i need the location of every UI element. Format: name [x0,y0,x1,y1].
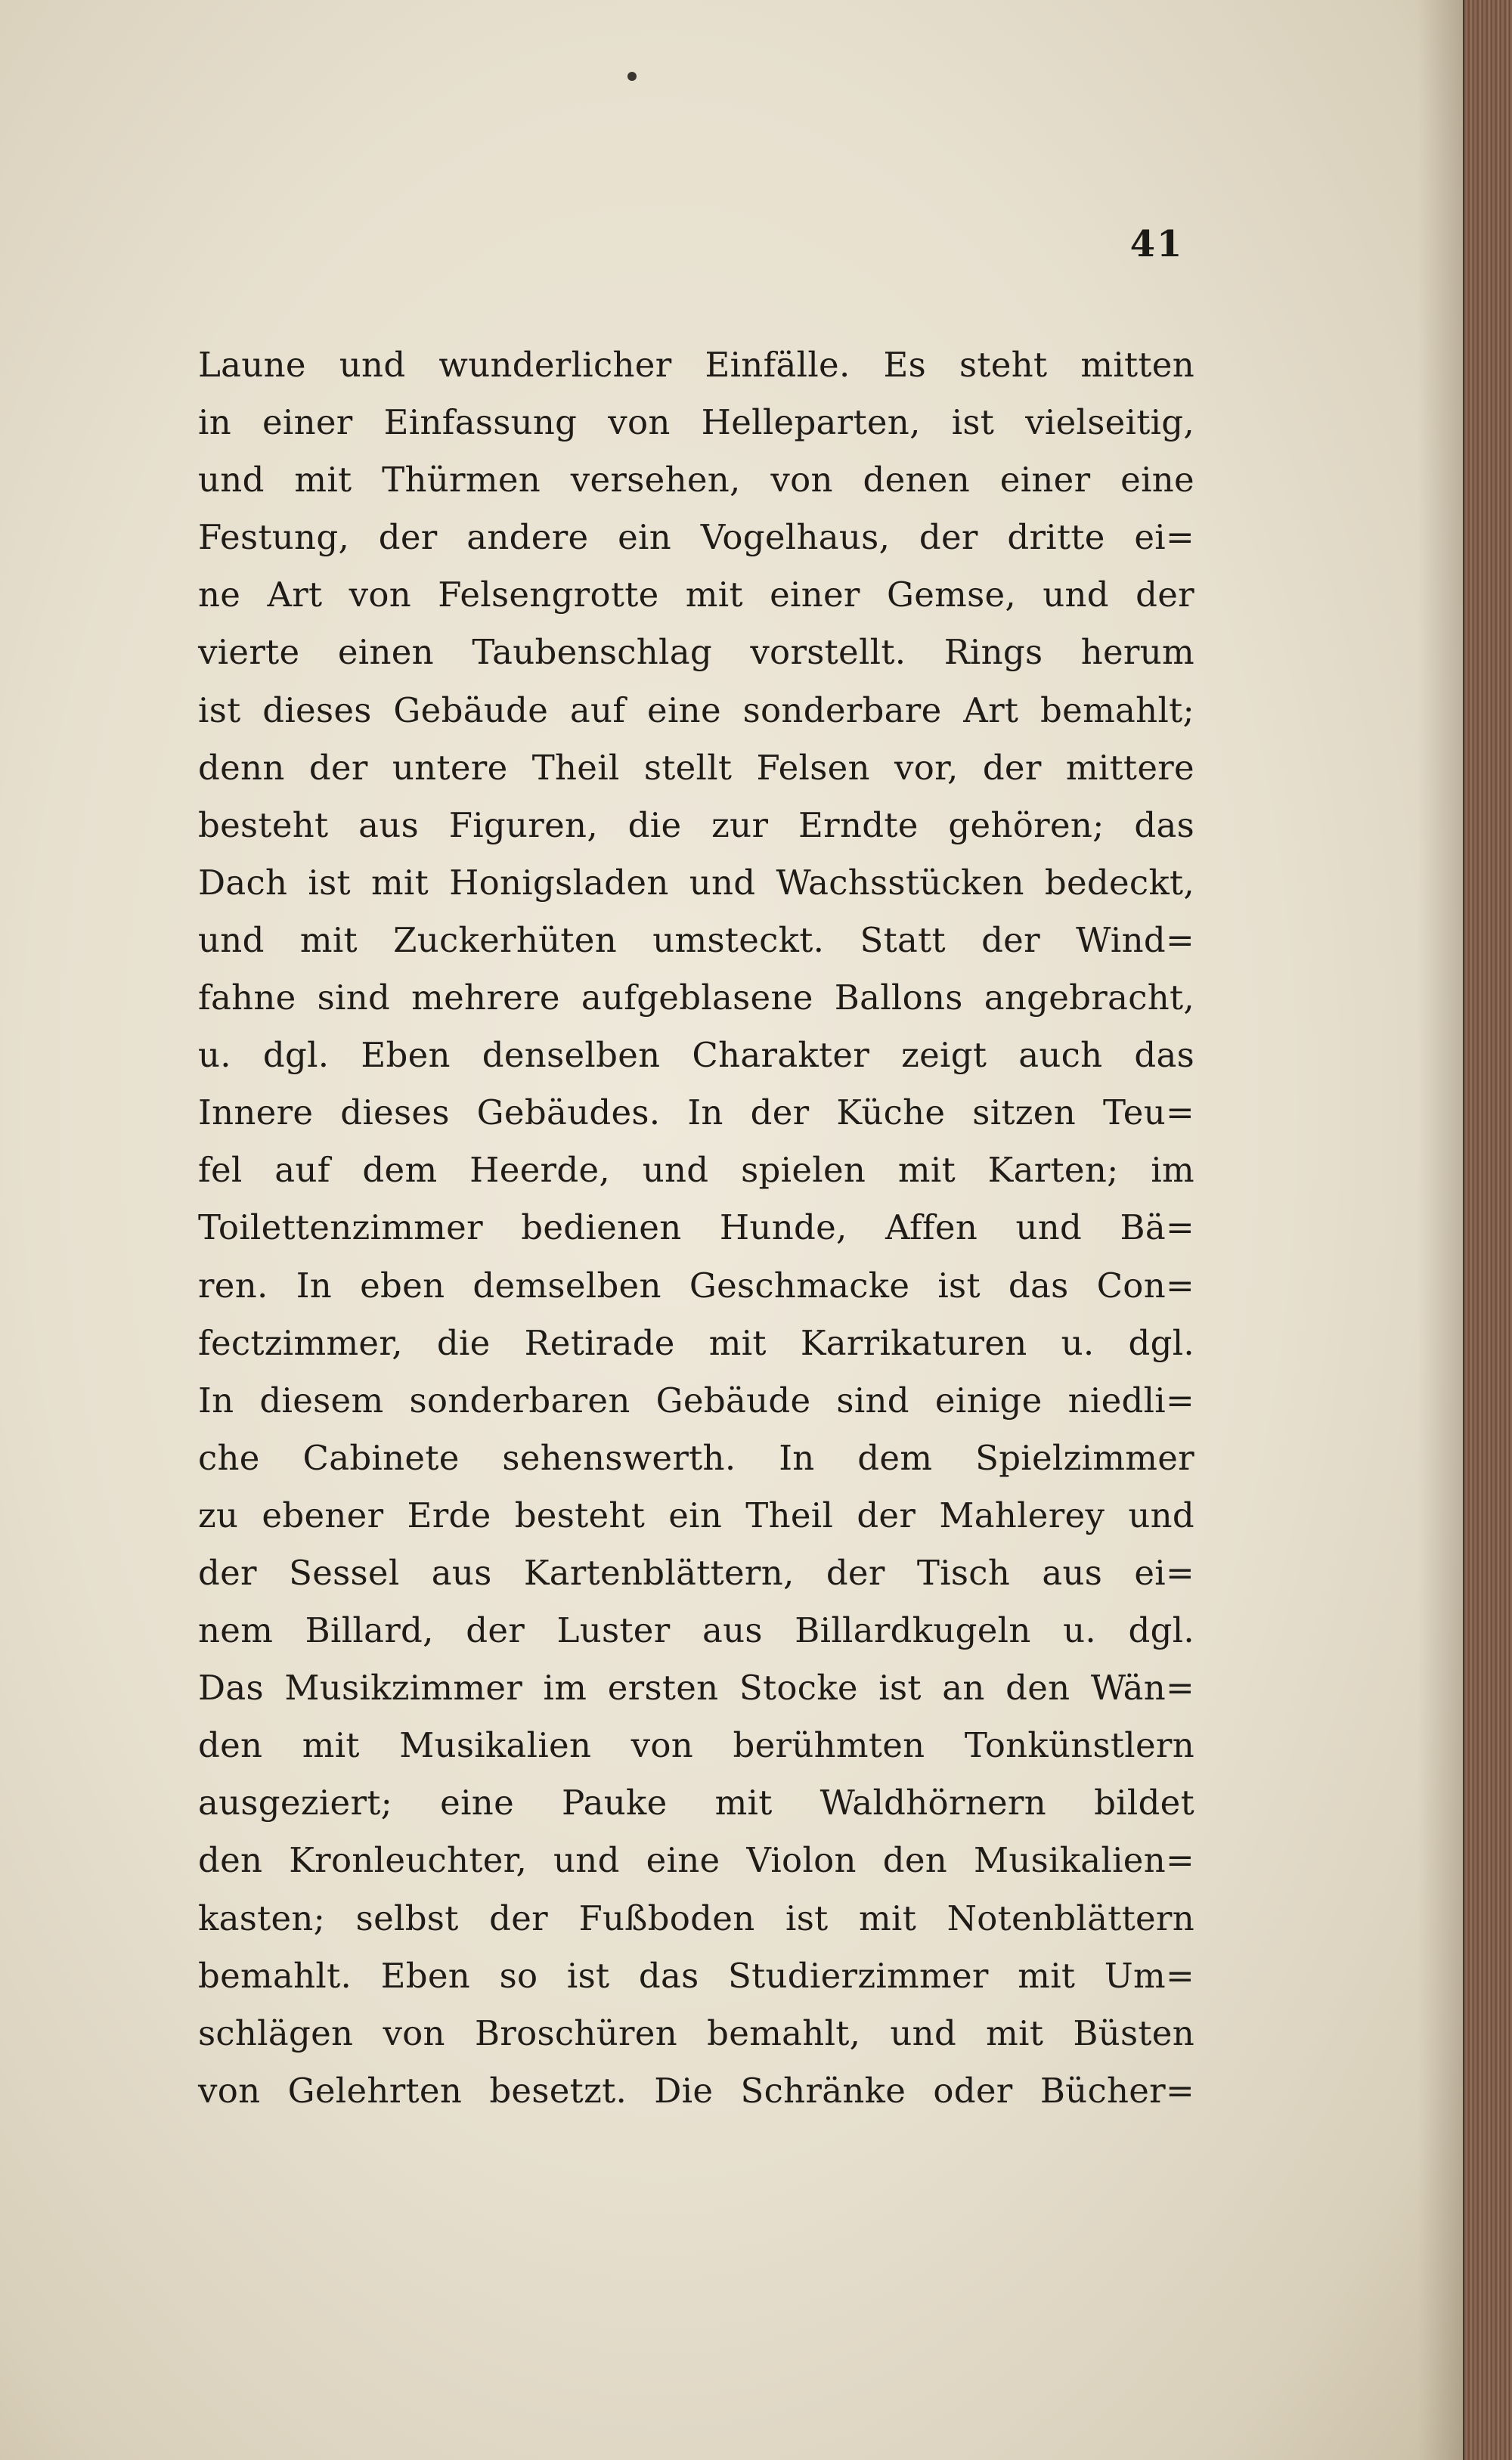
text-line: besteht aus Figuren, die zur Erndte gehören; das [198,804,1194,845]
text-line: denn der untere Theil stellt Felsen vor, der mittere [198,747,1194,788]
text-line: fahne sind mehrere aufgeblasene Ballons angebracht, [198,977,1194,1018]
text-line: Innere dieses Gebäudes. In der Küche sitzen Teu= [198,1092,1194,1133]
book-page-edge [1463,0,1512,2460]
text-line: In diesem sonderbaren Gebäude sind einige niedli= [198,1380,1194,1421]
text-line: ist dieses Gebäude auf eine sonderbare Art bemahlt; [198,689,1194,730]
text-line: ne Art von Felsengrotte mit einer Gemse, und der [198,575,1194,615]
text-line: den Kronleuchter, und eine Violon den Musikalien= [198,1840,1194,1881]
text-line: u. dgl. Eben denselben Charakter zeigt auch das [198,1035,1194,1076]
page-number: 41 [1129,223,1184,265]
text-line: den mit Musikalien von berühmten Tonkünstlern [198,1725,1194,1766]
text-line: nem Billard, der Luster aus Billardkugeln u. dgl. [198,1610,1194,1651]
text-line: bemahlt. Eben so ist das Studierzimmer mit Um= [198,1955,1194,1996]
text-line: schlägen von Broschüren bemahlt, und mit Büsten [198,2012,1194,2053]
text-line: kasten; selbst der Fußboden ist mit Notenblättern [198,1898,1194,1938]
text-line: ausgeziert; eine Pauke mit Waldhörnern bildet [198,1783,1194,1823]
text-line: in einer Einfassung von Helleparten, ist vielseitig, [198,402,1194,443]
text-line: zu ebener Erde besteht ein Theil der Mahlerey und [198,1495,1194,1535]
text-line: Laune und wunderlicher Einfälle. Es steht mitten [198,345,1194,385]
text-line: che Cabinete sehenswerth. In dem Spielzimmer [198,1437,1194,1478]
text-line: von Gelehrten besetzt. Die Schränke oder Bücher= [198,2070,1194,2111]
text-line: fel auf dem Heerde, und spielen mit Karten; im [198,1150,1194,1191]
body-text [198,336,1194,2120]
text-line: der Sessel aus Kartenblättern, der Tisch aus ei= [198,1552,1194,1593]
text-line: Dach ist mit Honigsladen und Wachsstücken bedeckt, [198,862,1194,903]
text-line: Toilettenzimmer bedienen Hunde, Affen und Bä= [198,1207,1194,1248]
text-line: fectzimmer, die Retirade mit Karrikaturen u. dgl. [198,1322,1194,1363]
text-line: Das Musikzimmer im ersten Stocke ist an den Wän= [198,1668,1194,1709]
text-line: und mit Zuckerhüten umsteckt. Statt der Wind= [198,919,1194,960]
text-line: Festung, der andere ein Vogelhaus, der dritte ei= [198,517,1194,558]
text-line: ren. In eben demselben Geschmacke ist das Con= [198,1265,1194,1306]
text-line: vierte einen Taubenschlag vorstellt. Rings herum [198,632,1194,673]
text-line: und mit Thürmen versehen, von denen einer eine [198,460,1194,500]
ink-speck [627,72,637,81]
